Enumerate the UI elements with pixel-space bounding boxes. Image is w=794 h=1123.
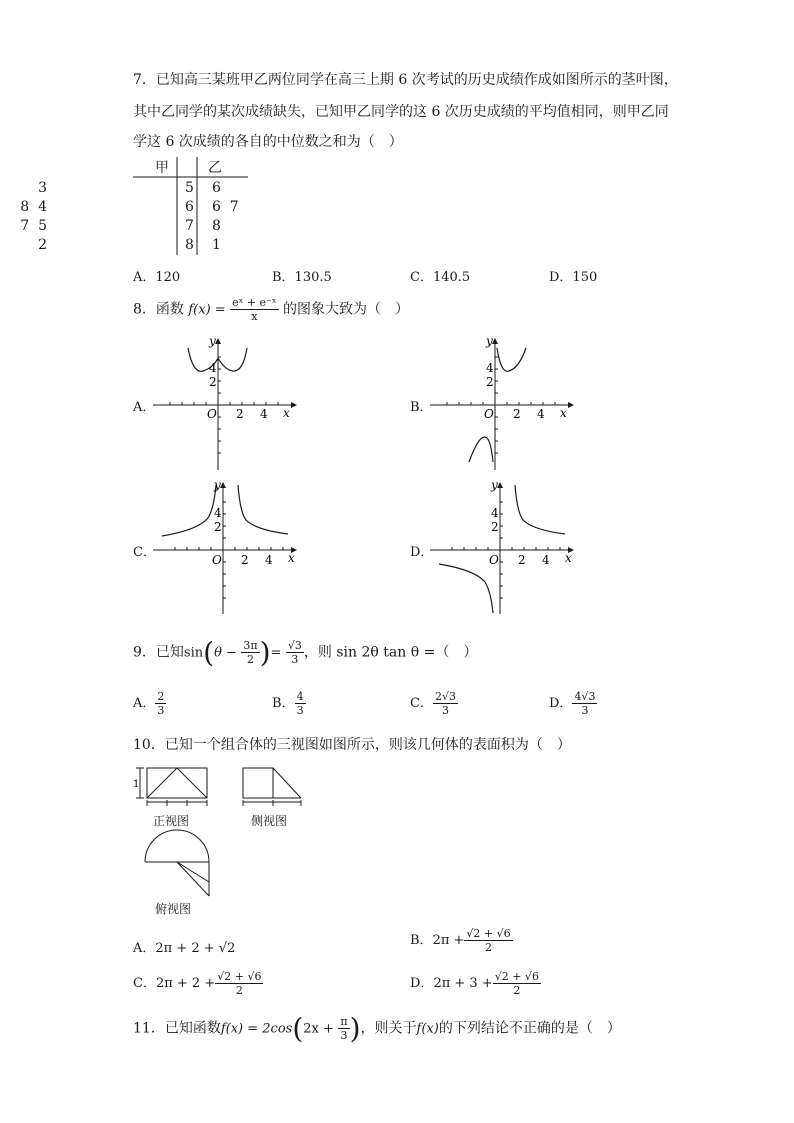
q10-option-a: A．2π + 2 + √2 [133,941,236,956]
q9-option-c: C． $\frac{2√3}{3}$ [410,690,456,717]
q8-fraction [230,296,278,323]
q11-suffix-b: 的下列结论不正确的是（ ） [438,1020,621,1037]
q11-frac-num: π [340,1015,348,1028]
three-view-diagram [133,762,323,922]
q7-line1: 7．已知高三某班甲乙两位同学在高三上期 6 次考试的历史成绩作成如图所示的茎叶图， [133,72,678,88]
q8-label-d: D． [410,545,434,560]
q7-option-a: A．120 [133,270,181,285]
q11-suffix-a: ，则关于 [360,1020,417,1037]
axis-y-label: y [491,480,498,492]
stem-1: 5 [185,180,194,196]
q9-frac1-den: 2 [246,653,254,666]
leaf-left-4: 2 [38,237,47,253]
q10-option-b: B．2π + $\frac{√2 + √6}{2}$ [410,927,511,954]
tick-4: 4 [260,407,268,421]
q10-stem: 10．已知一个组合体的三视图如图所示，则该几何体的表面积为（ ） [133,737,571,753]
tick-4: 4 [265,553,273,567]
q9-frac1-num: 3π [243,639,258,652]
dim-height: 1 [133,779,140,790]
leaf-left-3: 7 5 [20,218,47,234]
q9-option-d: D． $\frac{4√3}{3}$ [549,690,596,717]
tick-4: 4 [542,553,550,567]
origin-label: O [212,553,222,567]
ytick-2: 2 [209,375,217,389]
leaf-right-2: 6 7 [212,199,239,215]
q9-sin: sin [183,645,204,661]
origin-label: O [484,407,494,421]
q8-stem [133,296,409,323]
tick-4: 4 [537,407,545,421]
q8-prefix: 8．函数 [133,301,184,318]
q11-fx: f(x) [416,1021,439,1037]
tick-2: 2 [518,553,526,567]
leaf-right-1: 6 [212,180,221,196]
q11-prefix: 11．已知函数 [133,1020,221,1037]
q9-frac1 [241,639,259,666]
front-view-label: 正视图 [153,814,190,828]
ytick-4: 4 [491,506,499,520]
q8-func: f(x) = [188,302,226,318]
axis-x-label: x [283,406,290,420]
q8-label-a: A． [133,400,156,415]
q9-suffix: ，则 sin 2θ tan θ =（ ） [303,644,478,661]
stem-4: 8 [185,237,194,253]
three-view-figure [133,762,323,922]
q8-frac-num: eˣ + e⁻ˣ [232,296,277,309]
q7-option-c: C．140.5 [410,270,471,285]
q8-label-c: C． [133,545,156,560]
q9-eq: = [270,645,282,661]
tick-2: 2 [241,553,249,567]
axis-y-label: y [214,480,221,492]
ytick-2: 2 [491,520,499,534]
q7-line3: 学这 6 次成绩的各自的中位数之和为（ ） [133,134,403,150]
q11-frac-den: 3 [340,1029,348,1042]
q8-frac-den: x [251,310,258,323]
q11-inner: 2x + [303,1021,334,1037]
q10-option-d: D．2π + 3 + $\frac{√2 + √6}{2}$ [410,970,539,997]
q8-graph-b [425,336,585,471]
axis-y-label: y [486,336,493,348]
stem-3: 7 [185,218,194,234]
q11-stem: 11．已知函数f(x) = 2cos(2x + $\frac{\pi}{3}$ )，则关于f(x)的下列结论不正确的是（ ） [133,1012,621,1045]
ytick-4: 4 [209,361,217,375]
leaf-left-2: 8 4 [20,199,47,215]
leaf-left-1: 3 [38,180,47,196]
leaf-right-4: 1 [212,237,221,253]
q7-option-d: D．150 [549,270,598,285]
ytick-4: 4 [214,506,222,520]
q8-graph-a [148,336,308,471]
origin-label: O [207,407,217,421]
q9-frac2-num: √3 [287,639,302,652]
q9-frac2-den: 3 [291,653,299,666]
q9-prefix: 9．已知 [133,644,184,661]
q7-line2: 其中乙同学的某次成绩缺失，已知甲乙同学的这 6 次历史成绩的平均值相同，则甲乙同 [133,104,669,120]
q9-frac2 [286,639,304,666]
axis-x-label: x [565,551,572,565]
q8-label-b: B． [410,400,433,415]
ytick-2: 2 [214,520,222,534]
q9-theta: θ − [214,645,237,661]
axis-x-label: x [288,551,295,565]
q8-graph-d [425,480,585,615]
stem-header-yi: 乙 [208,160,222,176]
q11-func: f(x) = 2cos [220,1021,293,1037]
q9-option-b: B． $\frac{4}{3}$ [272,690,304,717]
tick-2: 2 [236,407,244,421]
q11-frac [338,1015,349,1042]
axis-x-label: x [560,406,567,420]
top-view-label: 俯视图 [155,902,192,916]
q10-option-c: C．2π + 2 + $\frac{√2 + √6}{2}$ [133,970,262,997]
q7-option-b: B．130.5 [272,270,332,285]
q8-graph-c [148,480,308,615]
side-view-label: 侧视图 [251,814,288,828]
q9-option-a: A． $\frac{2}{3}$ [133,690,165,717]
q9-stem: 9．已知sin(θ − $\frac{3\pi}{2}$ )= $\frac{√3}{3}$ ，则 sin 2θ tan θ =（ ） [133,636,478,669]
leaf-right-3: 8 [212,218,221,234]
stem-2: 6 [185,199,194,215]
tick-2: 2 [513,407,521,421]
ytick-2: 2 [486,375,494,389]
q8-suffix: 的图象大致为（ ） [282,301,409,318]
stem-header-jia: 甲 [155,160,169,176]
axis-y-label: y [209,336,216,348]
ytick-4: 4 [486,361,494,375]
origin-label: O [489,553,499,567]
